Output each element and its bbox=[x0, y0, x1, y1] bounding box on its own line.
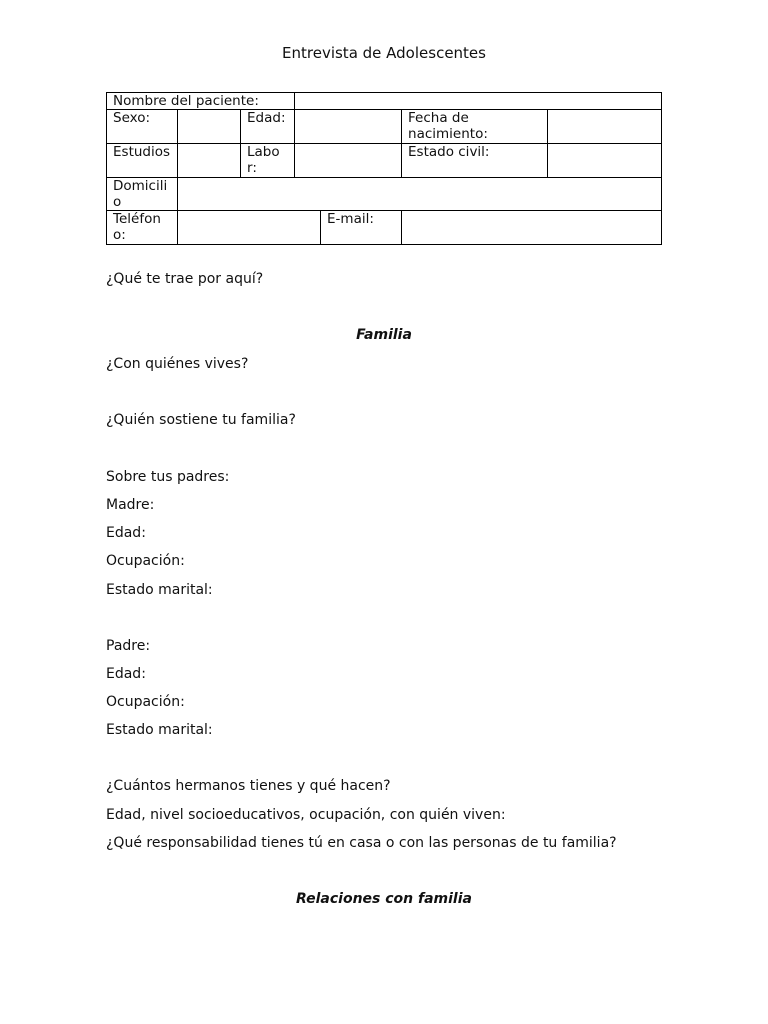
nombre-field[interactable] bbox=[295, 93, 662, 110]
padre-ocupacion-label: Ocupación: bbox=[106, 694, 185, 710]
sexo-label: Sexo: bbox=[107, 110, 178, 144]
padre-edad-label: Edad: bbox=[106, 666, 146, 682]
email-field[interactable] bbox=[402, 211, 662, 245]
fecha-label: Fecha de nacimiento: bbox=[402, 110, 548, 144]
sexo-field[interactable] bbox=[178, 110, 241, 144]
telefono-field[interactable] bbox=[178, 211, 321, 245]
page-title: Entrevista de Adolescentes bbox=[282, 44, 486, 62]
estado-civil-field[interactable] bbox=[548, 144, 662, 178]
padres-label: Sobre tus padres: bbox=[106, 469, 230, 485]
padre-label: Padre: bbox=[106, 638, 151, 654]
heading-relaciones: Relaciones con familia bbox=[296, 891, 472, 907]
patient-info-table bbox=[106, 92, 662, 245]
madre-ocupacion-label: Ocupación: bbox=[106, 553, 185, 569]
labor-label: Labor: bbox=[241, 144, 295, 178]
madre-estado-label: Estado marital: bbox=[106, 582, 213, 598]
hermanos-info: Edad, nivel socioeducativos, ocupación, con quién viven: bbox=[106, 807, 506, 823]
question-sostiene: ¿Quién sostiene tu familia? bbox=[106, 412, 296, 428]
heading-familia: Familia bbox=[356, 327, 412, 343]
question-responsabilidad: ¿Qué responsabilidad tienes tú en casa o con las personas de tu familia? bbox=[106, 835, 617, 851]
nombre-label: Nombre del paciente: bbox=[107, 93, 295, 110]
question-trae: ¿Qué te trae por aquí? bbox=[106, 271, 264, 287]
estudios-label: Estudios bbox=[107, 144, 178, 178]
edad-label: Edad: bbox=[241, 110, 295, 144]
labor-field[interactable] bbox=[295, 144, 402, 178]
madre-edad-label: Edad: bbox=[106, 525, 146, 541]
question-vives: ¿Con quiénes vives? bbox=[106, 356, 249, 372]
telefono-label: Teléfono: bbox=[107, 211, 178, 245]
domicilio-label: Domicilio bbox=[107, 178, 178, 211]
madre-label: Madre: bbox=[106, 497, 155, 513]
question-hermanos: ¿Cuántos hermanos tienes y qué hacen? bbox=[106, 778, 391, 794]
edad-field[interactable] bbox=[295, 110, 402, 144]
email-label: E-mail: bbox=[321, 211, 402, 245]
estudios-field[interactable] bbox=[178, 144, 241, 178]
estado-civil-label: Estado civil: bbox=[402, 144, 548, 178]
padre-estado-label: Estado marital: bbox=[106, 722, 213, 738]
fecha-field[interactable] bbox=[548, 110, 662, 144]
domicilio-field[interactable] bbox=[178, 178, 662, 211]
